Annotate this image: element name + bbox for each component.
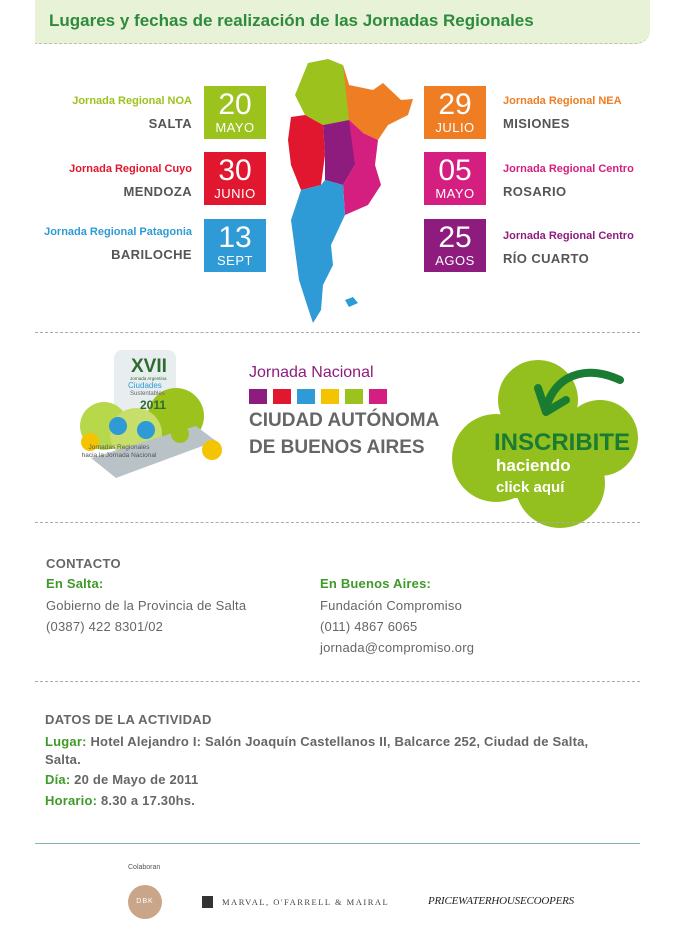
date-badge-noa	[204, 86, 266, 139]
date-month: JULIO	[435, 120, 475, 135]
date-badge-patagonia	[204, 219, 266, 272]
region-patagonia	[32, 226, 192, 262]
dia-line	[45, 772, 198, 787]
date-day: 20	[218, 88, 252, 121]
nacional-city-line2: DE BUENOS AIRES	[249, 437, 425, 458]
color-square	[321, 389, 339, 404]
date-day: 25	[438, 221, 472, 254]
horario-line	[45, 793, 195, 808]
nacional-title: Jornada Nacional	[249, 364, 374, 381]
region-name: Jornada Regional Cuyo	[69, 163, 192, 175]
date-badge-centro-riocuarto	[424, 219, 486, 272]
map-region-cuyo	[288, 115, 325, 190]
actividad-title: DATOS DE LA ACTIVIDAD	[45, 712, 212, 727]
horario-label: Horario:	[45, 793, 98, 808]
region-city: ROSARIO	[503, 184, 567, 199]
region-name: Jornada Regional Centro	[503, 163, 634, 175]
cta-line3: click aquí	[496, 479, 565, 496]
date-month: AGOS	[435, 253, 475, 268]
salta-phone: (0387) 422 8301/02	[46, 619, 164, 634]
logo-line3: Sustentables	[130, 391, 165, 397]
region-city: BARILOCHE	[111, 247, 192, 262]
divider	[35, 332, 640, 333]
marval-logo: MARVAL, O'FARRELL & MAIRAL	[222, 897, 390, 907]
lugar-value: Hotel Alejandro I: Salón Joaquín Castellanos II, Balcarce 252, Ciudad de Salta,	[90, 734, 589, 749]
color-square	[273, 389, 291, 404]
logo-graphic	[76, 346, 226, 486]
logo-number: XVII	[131, 356, 167, 377]
date-month: MAYO	[215, 120, 255, 135]
bsas-label: En Buenos Aires:	[320, 576, 432, 591]
marval-icon	[202, 896, 213, 908]
logo-caption: Jornadas Regionales hacia la Jornada Nacional	[81, 444, 157, 459]
date-day: 05	[438, 154, 472, 187]
date-month: MAYO	[435, 186, 475, 201]
date-month: SEPT	[217, 253, 253, 268]
jornada-logo	[76, 346, 226, 486]
region-name: Jornada Regional NEA	[503, 95, 622, 107]
region-name: Jornada Regional Patagonia	[44, 226, 192, 238]
region-name: Jornada Regional Centro	[503, 230, 634, 242]
region-cuyo	[32, 163, 192, 199]
date-badge-nea	[424, 86, 486, 139]
dia-label: Día:	[45, 772, 71, 787]
region-city: MISIONES	[503, 116, 570, 131]
date-month: JUNIO	[214, 186, 256, 201]
region-noa	[32, 95, 192, 131]
divider	[35, 681, 640, 682]
pwc-logo: PRICEWATERHOUSECOOPERS	[428, 895, 574, 907]
divider	[35, 522, 640, 523]
bsas-phone: (011) 4867 6065	[320, 619, 418, 634]
footer-divider	[35, 843, 640, 844]
cta-line1: INSCRIBITE	[494, 429, 631, 456]
color-squares	[249, 389, 439, 404]
region-name: Jornada Regional NOA	[72, 95, 192, 107]
map-region-malvinas	[345, 297, 358, 307]
dbk-logo: DBK	[128, 885, 162, 919]
dia-value: 20 de Mayo de 2011	[74, 772, 199, 787]
bsas-org: Fundación Compromiso	[320, 598, 463, 613]
horario-value: 8.30 a 17.30hs.	[100, 793, 196, 808]
date-day: 30	[218, 154, 252, 187]
region-city: SALTA	[148, 116, 192, 131]
region-centro-rosario	[503, 163, 663, 199]
inscribite-button[interactable]	[450, 358, 640, 530]
argentina-map	[283, 55, 418, 330]
lugar-label: Lugar:	[45, 734, 87, 749]
color-square	[249, 389, 267, 404]
salta-label: En Salta:	[46, 576, 104, 591]
contacto-title: CONTACTO	[46, 556, 121, 571]
page-title: Lugares y fechas de realización de las Jornadas Regionales	[49, 11, 534, 30]
logo-line1: Jornada Argentina	[130, 376, 167, 381]
color-square	[345, 389, 363, 404]
colaboran-label: Colaboran	[128, 864, 161, 871]
date-badge-centro-rosario	[424, 152, 486, 205]
map-region-patagonia	[291, 180, 345, 323]
logo-line2: Ciudades	[128, 381, 162, 390]
date-badge-cuyo	[204, 152, 266, 205]
map-region-noa	[295, 59, 349, 125]
region-centro-riocuarto	[503, 230, 663, 266]
salta-org: Gobierno de la Provincia de Salta	[46, 598, 247, 613]
region-nea	[503, 95, 663, 131]
color-square	[369, 389, 387, 404]
cta-line2: haciendo	[496, 456, 571, 475]
date-day: 29	[438, 88, 472, 121]
bsas-email-link[interactable]: jornada@compromiso.org	[320, 640, 475, 655]
lugar-line	[45, 734, 588, 749]
region-city: MENDOZA	[123, 184, 192, 199]
header-banner	[35, 0, 650, 44]
date-day: 13	[218, 221, 252, 254]
jornada-nacional	[249, 364, 439, 458]
region-city: RÍO CUARTO	[503, 251, 590, 266]
lugar-value-2: Salta.	[45, 752, 81, 767]
color-square	[297, 389, 315, 404]
logo-year: 2011	[140, 398, 167, 412]
nacional-city-line1: CIUDAD AUTÓNOMA	[249, 410, 440, 431]
